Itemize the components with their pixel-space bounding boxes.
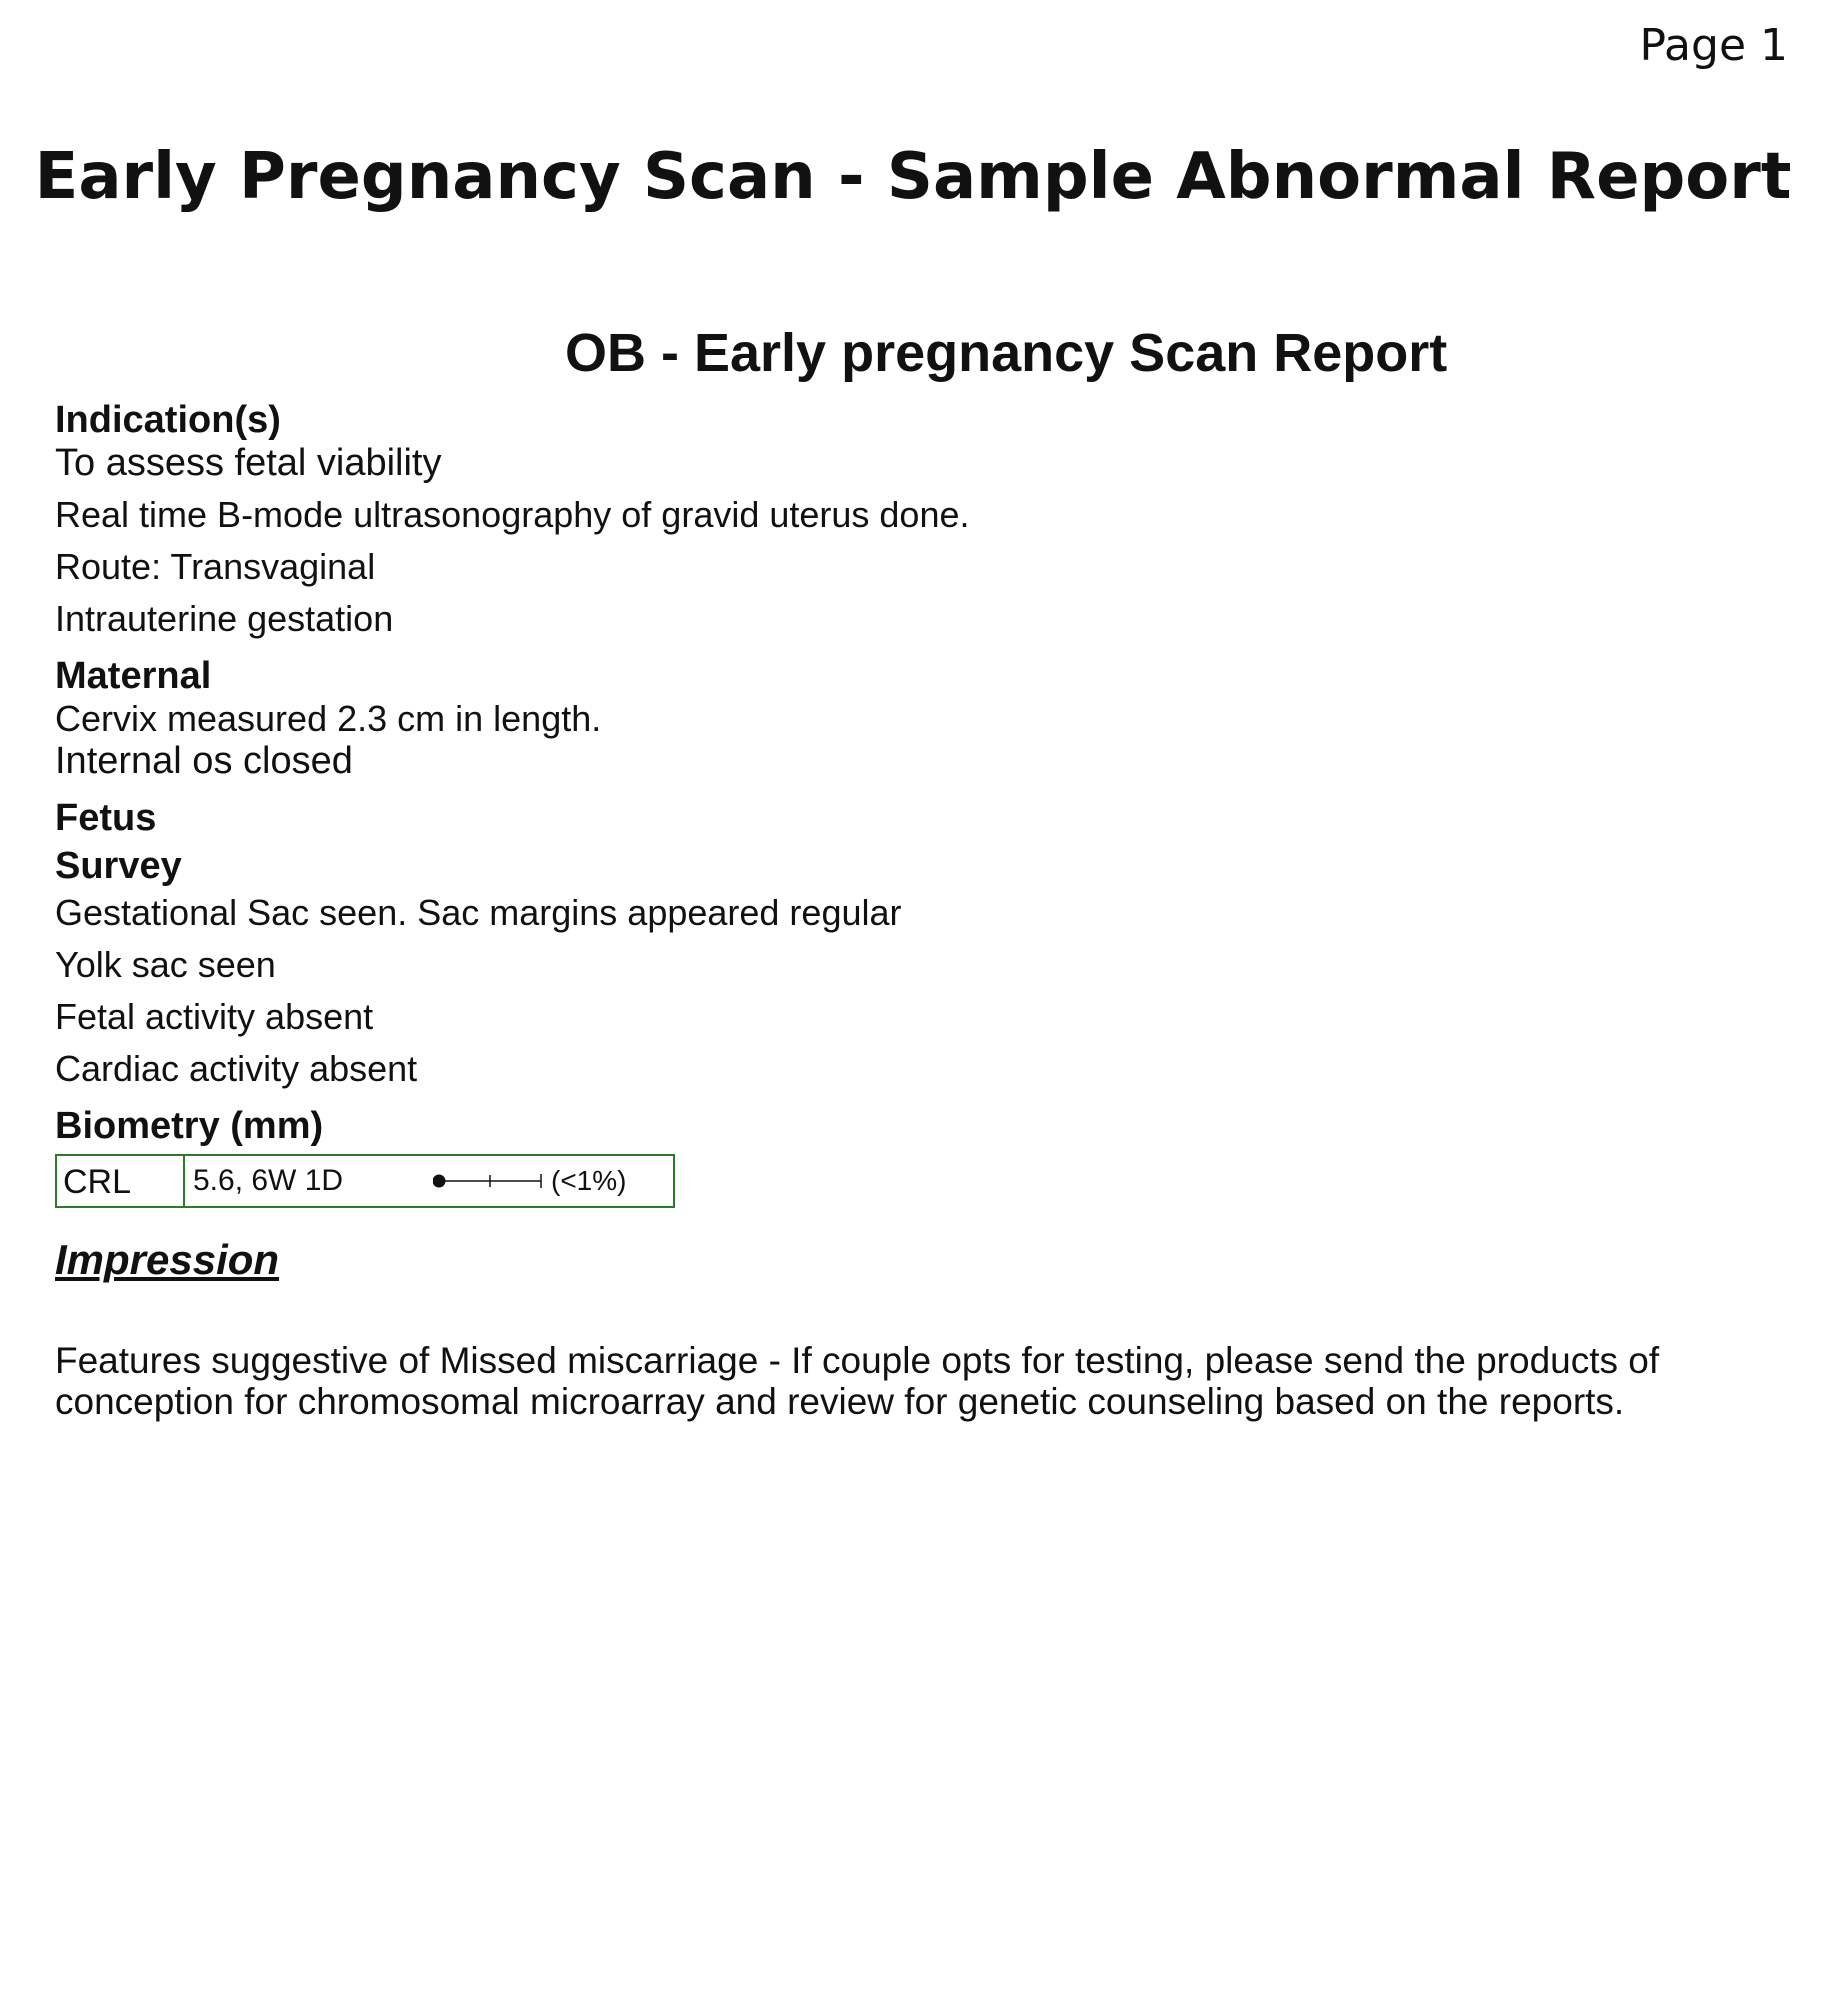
document-title: Early Pregnancy Scan - Sample Abnormal Report [34, 140, 1792, 214]
impression-heading: Impression [55, 1236, 280, 1283]
indications-heading: Indication(s) [55, 399, 281, 441]
maternal-heading: Maternal [55, 655, 212, 697]
indications-text: To assess fetal viability [55, 442, 442, 484]
internal-os-line: Internal os closed [55, 740, 353, 782]
cervix-line: Cervix measured 2.3 cm in length. [55, 698, 602, 739]
report-title: OB - Early pregnancy Scan Report [565, 323, 1448, 383]
percentile-indicator [433, 1171, 545, 1191]
procedure-line: Real time B-mode ultrasonography of gravid uterus done. [55, 494, 970, 535]
survey-item: Fetal activity absent [55, 996, 374, 1037]
crl-value-cell [185, 1156, 673, 1206]
report-body [55, 398, 1775, 1459]
impression-text: Features suggestive of Missed miscarriage - If couple opts for testing, please send the products of conception for chromosomal microarray and review for genetic counseling based on the reports. [55, 1340, 1660, 1422]
biometry-table [55, 1154, 675, 1208]
survey-heading: Survey [55, 845, 182, 887]
page-number: Page 1 [1639, 20, 1788, 71]
gestation-line: Intrauterine gestation [55, 598, 394, 639]
biometry-heading: Biometry (mm) [55, 1105, 324, 1147]
survey-item: Cardiac activity absent [55, 1048, 418, 1089]
crl-percentile: (<1%) [551, 1165, 627, 1196]
route-line: Route: Transvaginal [55, 546, 376, 587]
survey-item: Gestational Sac seen. Sac margins appeared regular [55, 892, 902, 933]
percentile-marker-dot [433, 1175, 446, 1188]
crl-label: CRL [57, 1156, 185, 1206]
crl-value: 5.6, 6W 1D [193, 1164, 344, 1197]
survey-item: Yolk sac seen [55, 944, 276, 985]
fetus-heading: Fetus [55, 797, 157, 839]
